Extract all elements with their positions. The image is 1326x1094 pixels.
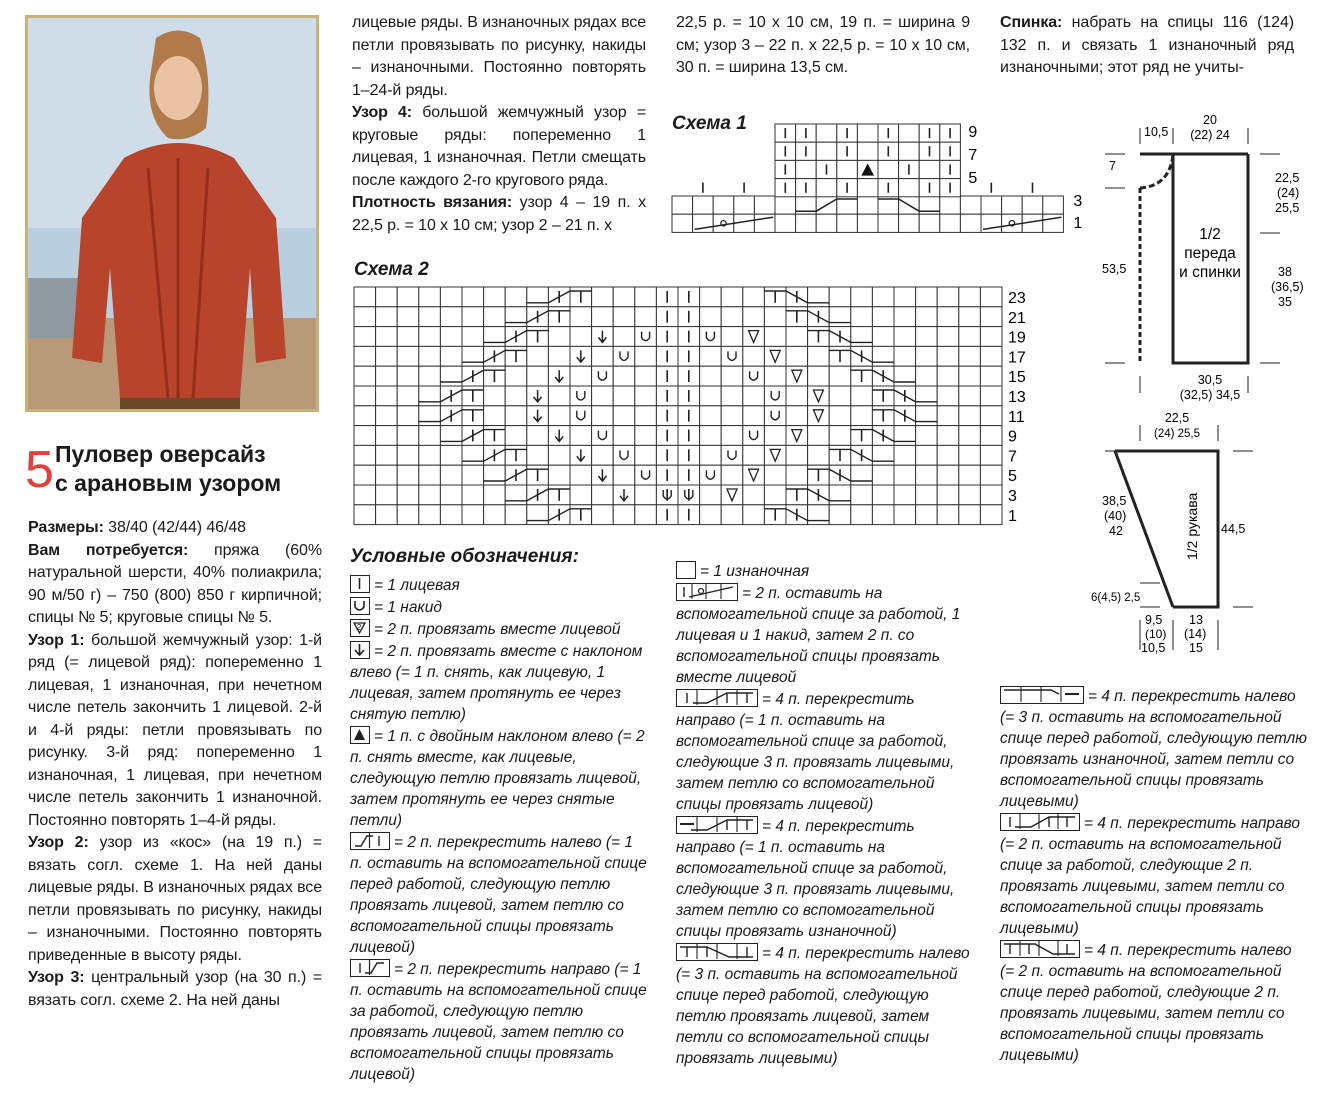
meas-right-2: (24) bbox=[1277, 186, 1300, 200]
cable-yo-symbol-icon bbox=[676, 583, 738, 601]
triangle-symbol-icon bbox=[350, 726, 370, 744]
instructions-column-1 bbox=[28, 517, 322, 1012]
sleeve-meas-b4: 13 bbox=[1189, 613, 1203, 627]
pattern3-continued: лицевые ряды. В изнаночных рядах все петли провязывать по рисунку, накиды – изнаночными. Постоянно повторять 1–24-й ряды. bbox=[352, 14, 646, 99]
sleeve-meas-b1: 9,5 bbox=[1145, 613, 1163, 627]
scheme1-chart bbox=[670, 122, 1090, 236]
sleeve-meas-left-2: (40) bbox=[1104, 509, 1127, 523]
photo-illustration bbox=[28, 18, 319, 412]
sleeve-meas-cuff: 6(4,5) 2,5 bbox=[1091, 592, 1141, 604]
scheme2-title: Схема 2 bbox=[354, 259, 429, 280]
body-label-3: и спинки bbox=[1179, 264, 1241, 281]
svg-text:2: 2 bbox=[356, 622, 361, 632]
scheme2-row-label: 17 bbox=[1008, 349, 1026, 367]
sleeve-pattern-diagram bbox=[1085, 405, 1315, 660]
sleeve-meas-b2: (10) bbox=[1145, 627, 1167, 641]
legend-heading: Условные обозначения: bbox=[350, 546, 579, 567]
pattern2-paragraph: Узор 2: узор из «кос» (на 19 п.) = вязать согл. схеме 1. На ней даны лицевые ряды. В изнаночных рядах все петли провязывать по рисунку, накиды – изнаночными. Постоянно повторять приведенные в высоту ряды. bbox=[28, 834, 322, 964]
meas-neck-depth: 7 bbox=[1109, 159, 1116, 173]
cross-left-2-symbol-icon bbox=[350, 832, 390, 850]
legend-item-cross-left-4-2: = 4 п. перекрестить налево (= 2 п. оставить на вспомогательной спице перед работой, следующие 2 п. провязать лицевыми, затем петли со вспомогательной спицы провязать лицевыми) bbox=[1000, 940, 1310, 1066]
legend-item-knit: = 1 лицевая bbox=[350, 575, 650, 596]
scheme2-row-label: 11 bbox=[1008, 408, 1025, 426]
density-paragraph: Плотность вязания: узор 4 – 19 п. х 22,5 р. = 10 х 10 см; узор 2 – 21 п. х bbox=[352, 194, 646, 234]
title-line-2: с арановым узором bbox=[55, 470, 282, 496]
scheme2-row-label: 1 bbox=[1008, 507, 1017, 525]
instructions-column-2 bbox=[352, 12, 646, 237]
scheme1-row-label: 1 bbox=[1073, 215, 1083, 232]
meas-length: 53,5 bbox=[1102, 262, 1127, 276]
purl-symbol-icon bbox=[676, 561, 696, 579]
meas-neck-width: 10,5 bbox=[1144, 125, 1169, 139]
meas-bottom-1: 30,5 bbox=[1197, 373, 1223, 387]
body-pattern-diagram bbox=[1085, 108, 1315, 408]
legend-item-yarn-over: = 1 накид bbox=[350, 597, 650, 618]
legend-item-double-decrease: = 1 п. с двойным наклоном влево (= 2 п. снять вместе, как лицевые, следующую петлю провязать лицевой, затем протянуть ее через снятые петли) bbox=[350, 726, 650, 831]
legend-column-b bbox=[676, 561, 974, 1069]
meas-side-2: (36,5) bbox=[1271, 280, 1304, 294]
legend-item-ssk: = 2 п. провязать вместе с наклоном влево (= 1 п. снять, как лицевую, 1 лицевая, затем протянуть ее через снятую петлю) bbox=[350, 641, 650, 725]
legend-item-purl: = 1 изнаночная bbox=[676, 561, 974, 582]
legend-item-cross-right-4: = 4 п. перекрестить направо (= 1 п. оставить на вспомогательной спице за работой, следующие 3 п. провязать лицевыми, затем петлю со вспомогательной спицы провязать лицевой) bbox=[676, 689, 974, 815]
cross-right-4-purl-symbol-icon bbox=[676, 816, 758, 834]
legend-column-a bbox=[350, 575, 650, 1085]
yarn-over-symbol-icon bbox=[350, 597, 370, 615]
scheme1-row-label: 7 bbox=[968, 147, 978, 164]
k2tog-symbol-icon bbox=[350, 619, 370, 637]
meas-right-1: 22,5 bbox=[1275, 171, 1300, 185]
sleeve-meas-right: 44,5 bbox=[1221, 522, 1246, 536]
meas-side-3: 35 bbox=[1278, 295, 1292, 309]
model-photo bbox=[25, 15, 319, 412]
cross-right-2-symbol-icon bbox=[350, 959, 390, 977]
instructions-column-4 bbox=[1000, 12, 1294, 80]
sleeve-outline bbox=[1115, 451, 1218, 607]
legend-column-c bbox=[1000, 686, 1310, 1066]
scheme2-row-label: 7 bbox=[1008, 448, 1017, 466]
scheme1-title: Схема 1 bbox=[672, 113, 747, 134]
pattern-number: 5 bbox=[25, 441, 54, 499]
meas-side-1: 38 bbox=[1278, 265, 1292, 279]
sleeve-meas-b6: 15 bbox=[1189, 641, 1203, 655]
cross-left-4-symbol-icon bbox=[676, 943, 758, 961]
pattern1-paragraph: Узор 1: большой жемчужный узор: 1-й ряд (= лицевой ряд): попеременно 1 лицевая, 1 изнаночная, при нечетном числе петель закончить 1 лицевой. 2-й и 4-й ряды: петли провязывать по рисунку. 3-й ряд: попеременно 1 изнаночная, 1 лицевая, при нечетном числе петель закончить 1 изнаночной. Постоянно повторять 1–4-й ряды. bbox=[28, 631, 322, 829]
cross-left-4-2-symbol-icon bbox=[1000, 940, 1080, 958]
scheme2-row-label: 5 bbox=[1008, 468, 1017, 486]
legend-item-cross-left-4-purl: = 4 п. перекрестить налево (= 3 п. оставить на вспомогательной спице перед работой, следующую петлю провязать изнаночной, затем петли со вспомогательной спицы провязать лицевыми) bbox=[1000, 686, 1310, 812]
knit-symbol-icon bbox=[350, 575, 370, 593]
sleeve-label: 1/2 рукава bbox=[1184, 492, 1200, 560]
sleeve-meas-top-2: (24) 25,5 bbox=[1153, 428, 1201, 440]
legend-item-cross-left-2: = 2 п. перекрестить налево (= 1 п. оставить на вспомогательной спице перед работой, следующую петлю провязать лицевой, затем петлю со вспомогательной спицы провязать лицевой) bbox=[350, 832, 650, 958]
cross-right-4-symbol-icon bbox=[676, 689, 758, 707]
scheme2-row-label: 23 bbox=[1008, 290, 1026, 307]
materials-paragraph: Вам потребуется: пряжа (60% натуральной шерсти, 40% полиакрила; 90 м/50 г) – 750 (800) 850 г кирпичной; спицы № 5; круговые спицы № 5. bbox=[28, 541, 322, 626]
legend-item-cross-right-2: = 2 п. перекрестить направо (= 1 п. оставить на вспомогательной спице за работой, следующую петлю провязать лицевой, затем петлю со вспомогательной спицы провязать лицевой) bbox=[350, 959, 650, 1085]
scheme2-row-label: 13 bbox=[1008, 389, 1026, 406]
legend-item-cross-right-4-purl: = 4 п. перекрестить направо (= 1 п. оставить на вспомогательной спице за работой, следующие 3 п. провязать лицевыми, затем петлю со вспомогательной спицы провязать изнаночной) bbox=[676, 816, 974, 942]
pattern4-paragraph: Узор 4: большой жемчужный узор = круговые ряды: попеременно 1 лицевая, 1 изнаночная. Петли смещать после каждого 2-го кругового ряда. bbox=[352, 104, 646, 189]
scheme1-row-label: 9 bbox=[968, 124, 978, 141]
density-continued: 22,5 р. = 10 х 10 см, 19 п. = ширина 9 см; узор 3 – 22 п. х 22,5 р. = 10 х 10 см, 30 п. = ширина 13,5 см. bbox=[676, 14, 970, 76]
sleeve-meas-b5: (14) bbox=[1184, 627, 1207, 641]
scheme2-row-label: 19 bbox=[1008, 329, 1026, 347]
cross-left-4-purl-symbol-icon bbox=[1000, 686, 1084, 704]
scheme2-row-label: 9 bbox=[1008, 428, 1017, 446]
pattern-title bbox=[55, 440, 281, 498]
legend-item-cable-yo: = 2 п. оставить на вспомогательной спице за работой, 1 лицевая и 1 накид, затем 2 п. со вспомогательной спицы провязать вместе лицевой bbox=[676, 583, 974, 688]
scheme2-chart bbox=[352, 285, 1042, 530]
sizes-paragraph: Размеры: 38/40 (42/44) 46/48 bbox=[28, 519, 246, 536]
sleeve-meas-top-1: 22,5 bbox=[1164, 411, 1190, 425]
meas-top-2: (22) 24 bbox=[1190, 128, 1230, 142]
instructions-column-3 bbox=[676, 12, 970, 80]
pattern3-paragraph: Узор 3: центральный узор (на 30 п.) = вязать согл. схеме 2. На ней даны bbox=[28, 969, 322, 1009]
body-label-2: переда bbox=[1184, 245, 1236, 262]
scheme1-row-label: 3 bbox=[1073, 193, 1083, 210]
title-line-1: Пуловер оверсайз bbox=[55, 441, 266, 467]
meas-bottom-2: (32,5) 34,5 bbox=[1179, 388, 1241, 402]
ssk-symbol-icon bbox=[350, 641, 370, 659]
meas-right-3: 25,5 bbox=[1275, 201, 1300, 215]
sleeve-meas-b3: 10,5 bbox=[1141, 641, 1166, 655]
scheme2-row-label: 21 bbox=[1008, 309, 1026, 327]
legend-item-cross-left-4: = 4 п. перекрестить налево (= 3 п. оставить на вспомогательной спице перед работой, следующую петлю провязать лицевой, затем петли со вспомогательной спицы провязать лицевыми) bbox=[676, 943, 974, 1069]
scheme1-grid bbox=[672, 124, 1063, 232]
legend-item-cross-right-4-2: = 4 п. перекрестить направо (= 2 п. оставить на вспомогательной спице за работой, следующие 2 п. провязать лицевыми, затем петли со вспомогательной спицы провязать лицевыми) bbox=[1000, 813, 1310, 939]
scheme2-row-label: 3 bbox=[1008, 488, 1017, 505]
scheme2-row-label: 15 bbox=[1008, 369, 1026, 387]
meas-top: 20 bbox=[1203, 113, 1217, 127]
legend-item-k2tog: 2 = 2 п. провязать вместе лицевой bbox=[350, 619, 650, 640]
body-label-1: 1/2 bbox=[1199, 226, 1221, 243]
cross-right-4-2-symbol-icon bbox=[1000, 813, 1080, 831]
sleeve-meas-left-3: 42 bbox=[1109, 524, 1123, 538]
back-paragraph: Спинка: набрать на спицы 116 (124) 132 п. и связать 1 изнаночный ряд изнаночными; этот ряд не учиты- bbox=[1000, 14, 1294, 76]
scheme2-grid bbox=[354, 287, 1002, 525]
sleeve-meas-left-1: 38,5 bbox=[1102, 494, 1127, 508]
scheme1-row-label: 5 bbox=[968, 170, 978, 187]
